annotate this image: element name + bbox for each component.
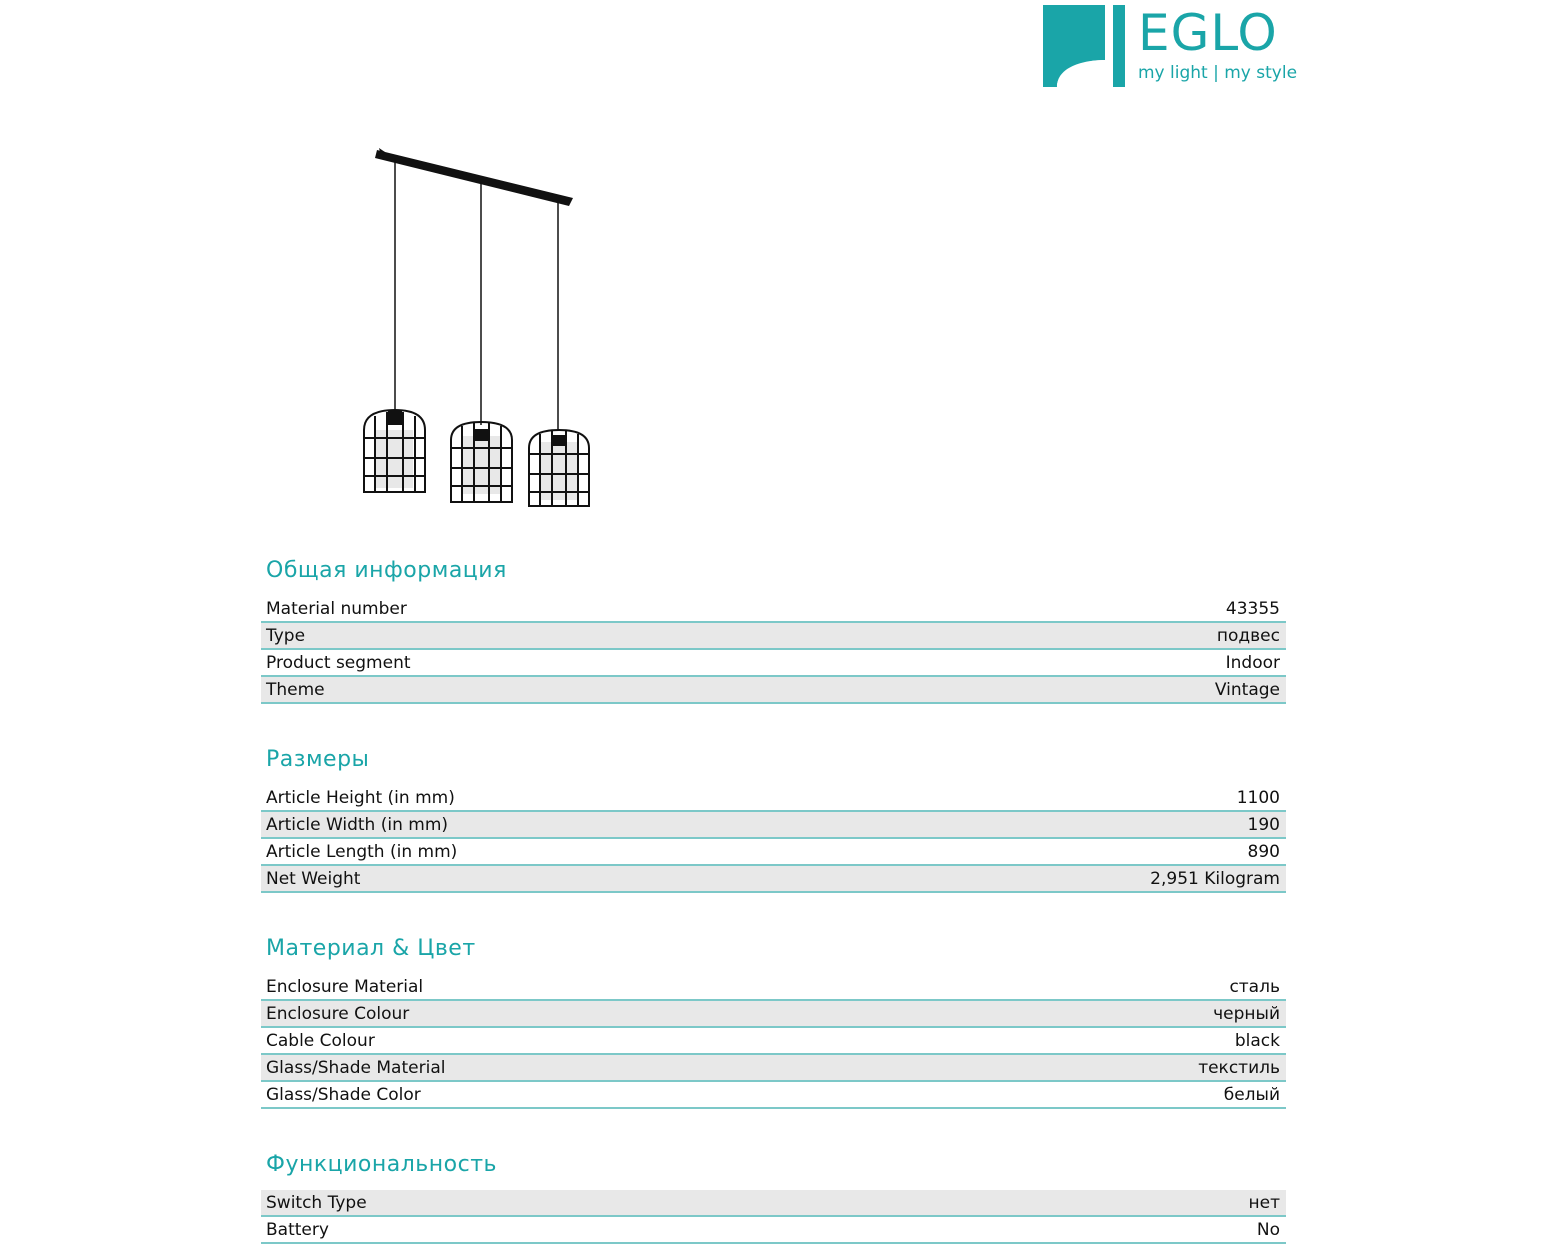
spec-value: сталь	[1229, 976, 1280, 997]
spec-label: Product segment	[266, 652, 411, 673]
spec-label: Glass/Shade Material	[266, 1057, 446, 1078]
spec-row	[261, 1217, 1286, 1244]
section-title: Функциональность	[266, 1152, 497, 1177]
spec-value: 1100	[1236, 787, 1280, 808]
lamp-shade-2	[451, 422, 512, 502]
brand-tagline: my light | my style	[1138, 63, 1298, 83]
lamp-shade-1	[364, 410, 425, 492]
spec-label: Battery	[266, 1219, 329, 1240]
section-title: Размеры	[266, 747, 370, 772]
spec-value: black	[1234, 1030, 1280, 1051]
eglo-logo-mark-icon	[1043, 5, 1125, 87]
spec-value: белый	[1223, 1084, 1280, 1105]
spec-label: Article Length (in mm)	[266, 841, 458, 862]
spec-label: Glass/Shade Color	[266, 1084, 421, 1105]
spec-row	[261, 1190, 1286, 1217]
section-dimensions	[261, 745, 1286, 893]
spec-label: Article Height (in mm)	[266, 787, 455, 808]
spec-label: Type	[266, 625, 306, 646]
spec-value: 190	[1247, 814, 1280, 835]
spec-label: Cable Colour	[266, 1030, 375, 1051]
spec-row	[261, 1028, 1286, 1055]
spec-value: No	[1256, 1219, 1280, 1240]
spec-row	[261, 650, 1286, 677]
spec-row	[261, 1082, 1286, 1109]
spec-row	[261, 974, 1286, 1001]
spec-value: подвес	[1216, 625, 1280, 646]
spec-value: текстиль	[1198, 1057, 1280, 1078]
spec-label: Theme	[266, 679, 325, 700]
spec-label: Material number	[266, 598, 407, 619]
eglo-logo	[1043, 4, 1298, 87]
section-title: Материал & Цвет	[266, 936, 476, 961]
section-material-color	[261, 934, 1286, 1109]
lamp-shade-3	[529, 430, 589, 506]
spec-row	[261, 839, 1286, 866]
spec-row	[261, 785, 1286, 812]
spec-label: Enclosure Material	[266, 976, 424, 997]
spec-row	[261, 1001, 1286, 1028]
spec-label: Switch Type	[266, 1192, 367, 1213]
spec-label: Enclosure Colour	[266, 1003, 410, 1024]
spec-row	[261, 866, 1286, 893]
section-title: Общая информация	[266, 558, 507, 583]
spec-row	[261, 677, 1286, 704]
spec-label: Article Width (in mm)	[266, 814, 449, 835]
spec-value: 2,951 Kilogram	[1150, 868, 1280, 889]
spec-value: Vintage	[1214, 679, 1280, 700]
spec-value: 43355	[1225, 598, 1280, 619]
spec-row	[261, 1055, 1286, 1082]
spec-row	[261, 623, 1286, 650]
spec-value: 890	[1247, 841, 1280, 862]
product-image	[355, 140, 605, 520]
brand-name: EGLO	[1138, 4, 1278, 62]
section-functionality	[261, 1150, 1286, 1244]
spec-value: Indoor	[1225, 652, 1280, 673]
spec-row	[261, 812, 1286, 839]
spec-label: Net Weight	[266, 868, 361, 889]
spec-value: нет	[1248, 1192, 1280, 1213]
spec-row	[261, 596, 1286, 623]
section-general-info	[261, 556, 1286, 704]
spec-value: черный	[1213, 1003, 1280, 1024]
